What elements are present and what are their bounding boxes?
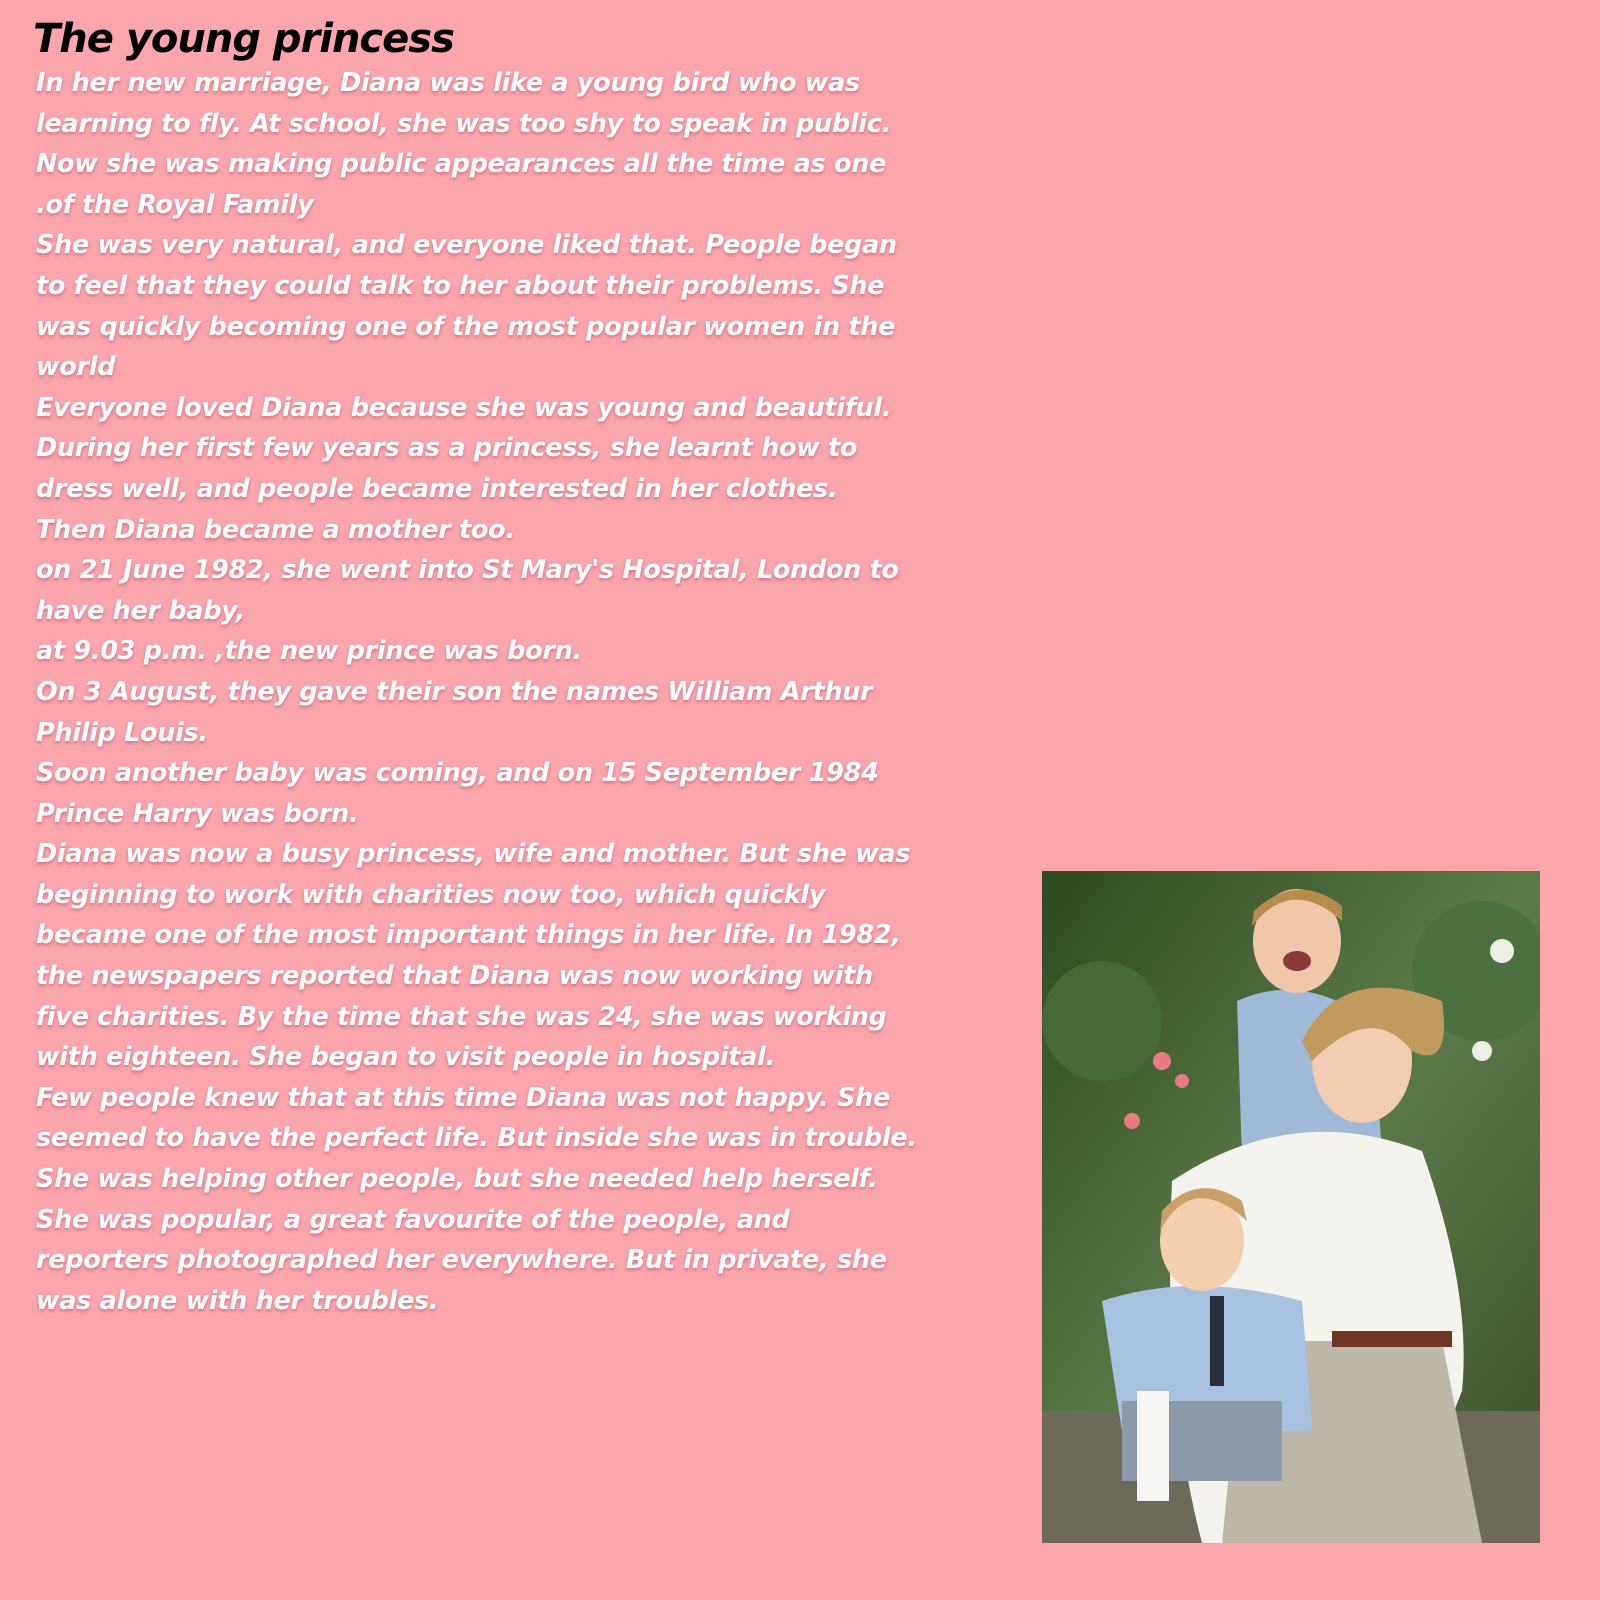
body-text-line: with eighteen. She began to visit people in hospital. (36, 1042, 775, 1073)
body-text-line: the newspapers reported that Diana was now working with (36, 961, 873, 992)
body-text-line: She was helping other people, but she needed help herself. (36, 1164, 878, 1195)
body-text-line: became one of the most important things in her life. In 1982, (36, 920, 901, 951)
body-text-line: Few people knew that at this time Diana was not happy. She (36, 1082, 890, 1113)
body-text-line: She was popular, a great favourite of the people, and (36, 1204, 790, 1235)
body-text-line: In her new marriage, Diana was like a young bird who was (36, 68, 860, 98)
body-text-line: Soon another baby was coming, and on 15 September 1984 (36, 758, 879, 789)
body-text-line: Philip Louis. (36, 717, 208, 748)
body-text-line: dress well, and people became interested in her clothes. (36, 473, 838, 504)
body-text-line: Prince Harry was born. (36, 798, 359, 829)
body-text-line: reporters photographed her everywhere. But in private, she (36, 1245, 887, 1276)
body-text-line: seemed to have the perfect life. But inside she was in trouble. (36, 1123, 917, 1154)
body-text-line: learning to fly. At school, she was too shy to speak in public. (36, 108, 891, 139)
body-text-line: at 9.03 p.m. ,the new prince was born. (36, 636, 582, 667)
body-text-line: Now she was making public appearances all the time as one (36, 149, 887, 180)
body-text-line: have her baby, (36, 595, 245, 626)
body-text-line: .of the Royal Family (36, 189, 314, 220)
body-text-line: was alone with her troubles. (36, 1285, 439, 1316)
family-photo (1042, 871, 1540, 1543)
body-text-line: Then Diana became a mother too. (36, 514, 515, 545)
body-text-line: world (36, 352, 116, 383)
body-text-line: She was very natural, and everyone liked that. People began (36, 230, 897, 261)
body-text-line: During her first few years as a princess, she learnt how to (36, 433, 858, 464)
page-title: The young princess (33, 16, 454, 62)
body-text-line: Diana was now a busy princess, wife and mother. But she was (36, 839, 911, 870)
body-text-line: five charities. By the time that she was 24, she was working (36, 1001, 887, 1032)
body-text-line: on 21 June 1982, she went into St Mary's Hospital, London to (36, 555, 899, 586)
body-text-line: beginning to work with charities now too, which quickly (36, 879, 826, 910)
body-text-line: was quickly becoming one of the most popular women in the (36, 311, 896, 342)
article-body (36, 63, 1016, 1321)
body-text-line: On 3 August, they gave their son the names William Arthur (36, 676, 873, 707)
body-text-line: Everyone loved Diana because she was young and beautiful. (36, 392, 892, 423)
body-text-line: to feel that they could talk to her about their problems. She (36, 270, 885, 301)
